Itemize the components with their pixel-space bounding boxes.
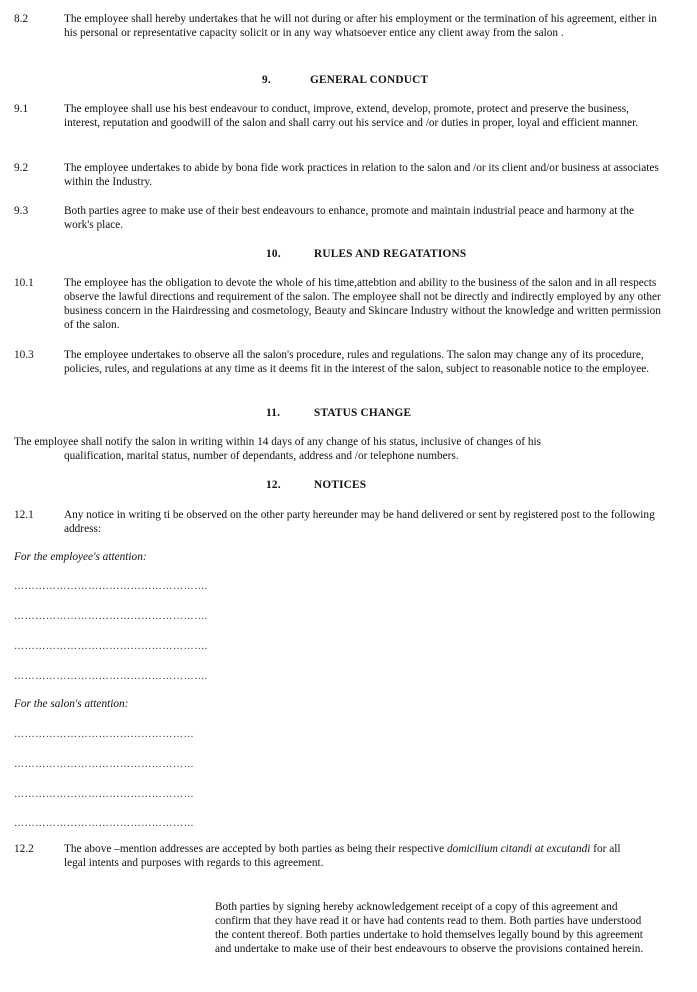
heading-general-conduct: [262, 73, 428, 87]
heading-title: NOTICES: [314, 479, 367, 491]
clause-number-12-1: 12.1: [14, 509, 34, 521]
clause-8-2-text: The employee shall hereby undertakes that he will not during or after his employment or the termination of his agreement, either in his personal or representative capacity solicit or in any way whatsoever entice any client away from the salon .: [64, 13, 657, 39]
employee-address-line[interactable]: ……………………………………………….: [14, 611, 208, 622]
heading-notices: [266, 478, 366, 492]
employee-address-line[interactable]: ……………………………………………….: [14, 581, 208, 592]
salon-address-line[interactable]: ……………………………………………: [14, 759, 195, 770]
clause-10-3-text: The employee undertakes to observe all the salon's procedure, rules and regulations. The salon may change any of its procedure, policies, rules, and regulations at any time as it deems fit in the interest of the salon, subject to reasonable notice to the employee.: [64, 349, 650, 375]
employee-attention-label: For the employee's attention:: [14, 551, 147, 563]
clause-number-9-1: 9.1: [14, 103, 29, 115]
heading-number: 9.: [262, 74, 271, 86]
clause-9-3-text: Both parties agree to make use of their best endeavours to enhance, promote and maintain industrial peace and harmony at the work's place.: [64, 205, 634, 231]
clause-9-2-text: The employee undertakes to abide by bona fide work practices in relation to the salon and /or its client and/or business at associates within the Industry.: [64, 162, 659, 188]
closing-acknowledgement: Both parties by signing hereby acknowledgement receipt of a copy of this agreement and confirm that they have read it or have had contents read to them. Both parties have understood the content thereof. Both parties undertake to hold themselves legally bound by this agreement and undertake to make use of their best endeavours to observe the provisions contained herein.: [215, 901, 644, 955]
employee-address-line[interactable]: ……………………………………………….: [14, 671, 208, 682]
clause-number-9-3: 9.3: [14, 205, 29, 217]
status-change-line-1: The employee shall notify the salon in writing within 14 days of any change of his status, inclusive of changes of his: [14, 436, 542, 448]
salon-address-line[interactable]: ……………………………………………: [14, 818, 195, 829]
salon-address-line[interactable]: ……………………………………………: [14, 789, 195, 800]
clause-number-9-2: 9.2: [14, 162, 29, 174]
clause-number-10-1: 10.1: [14, 277, 34, 289]
clause-number-12-2: 12.2: [14, 843, 34, 855]
employee-address-line[interactable]: ……………………………………………….: [14, 641, 208, 652]
clause-9-1-text: The employee shall use his best endeavour to conduct, improve, extend, develop, promote, protect and preserve the business, interest, reputation and goodwill of the salon and shall carry out his service and /or duties in proper, loyal and efficient manner.: [64, 103, 639, 129]
clause-number-8-2: 8.2: [14, 13, 29, 25]
domicilium-term: domicilium citandi at excutandi: [447, 843, 591, 855]
salon-address-line[interactable]: ……………………………………………: [14, 729, 195, 740]
clause-12-2-text: [64, 842, 644, 870]
heading-title: GENERAL CONDUCT: [310, 74, 429, 86]
heading-number: 12.: [266, 479, 281, 491]
heading-number: 10.: [266, 248, 281, 260]
clause-12-1-text: Any notice in writing ti be observed on the other party hereunder may be hand delivered or sent by registered post to the following address:: [64, 509, 655, 535]
clause-12-2-pre: The above –mention addresses are accepted by both parties as being their respective: [64, 843, 448, 855]
salon-attention-label: For the salon's attention:: [14, 698, 129, 710]
heading-rules-and-regatations: [266, 247, 466, 261]
clause-12-2-post: for all legal intents and purposes with regards to this agreement.: [64, 843, 621, 869]
clause-10-1-text: The employee has the obligation to devote the whole of his time,attebtion and ability to the business of the salon and in all respects observe the lawful directions and requirement of the salon. The employee shall not be directly and indirectly employed by any other business concern in the Hairdressing and cosmetology, Beauty and Skincare Industry without the knowledge and written permission of the salon.: [64, 277, 661, 331]
heading-status-change: [266, 406, 411, 420]
status-change-line-2: qualification, marital status, number of dependants, address and /or telephone numbers.: [64, 450, 459, 462]
clause-number-10-3: 10.3: [14, 349, 34, 361]
heading-number: 11.: [266, 407, 281, 419]
heading-title: RULES AND REGATATIONS: [314, 248, 467, 260]
heading-title: STATUS CHANGE: [314, 407, 412, 419]
